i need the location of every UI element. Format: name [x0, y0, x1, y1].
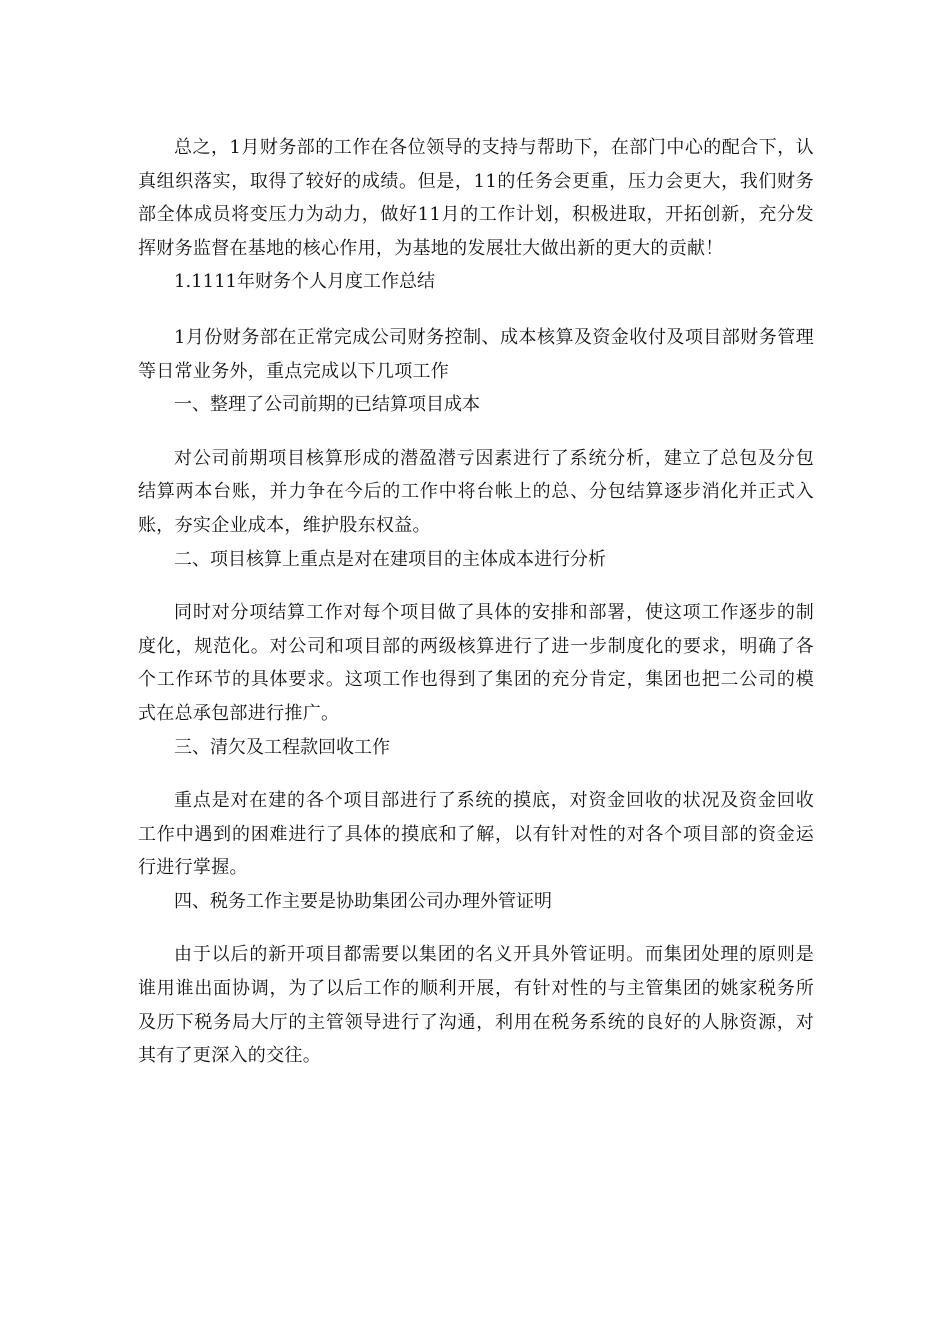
- heading-two: 二、项目核算上重点是对在建项目的主体成本进行分析: [174, 548, 606, 570]
- paragraph-intro: 1月份财务部在正常完成公司财务控制、成本核算及资金收付及项目部财务管理等日常业务外，重点完成以下几项工作: [138, 326, 814, 382]
- heading-four: 四、税务工作主要是协助集团公司办理外管证明: [174, 890, 552, 912]
- section-title: 1.1111年财务个人月度工作总结: [174, 271, 435, 293]
- paragraph-tax-work: 由于以后的新开项目都需要以集团的名义开具外管证明。而集团处理的原则是谁用谁出面协调，为了以后工作的顺利开展，有针对性的与主管集团的姚家税务所及历下税务局大厅的主管领导进行了沟通，利用在税务系统的良好的人脉资源，对其有了更深入的交往。: [138, 944, 814, 1067]
- paragraph-summary: 总之，1月财务部的工作在各位领导的支持与帮助下，在部门中心的配合下，认真组织落实，取得了较好的成绩。但是，11的任务会更重，压力会更大，我们财务部全体成员将变压力为动力，做好11月的工作计划，积极进取，开拓创新，充分发挥财务监督在基地的核心作用，为基地的发展壮大做出新的更大的贡献！: [138, 137, 814, 259]
- heading-three: 三、清欠及工程款回收工作: [174, 736, 390, 758]
- paragraph-collections: 重点是对在建的各个项目部进行了系统的摸底，对资金回收的状况及资金回收工作中遇到的困难进行了具体的摸底和了解，以有针对性的对各个项目部的资金运行进行掌握。: [138, 790, 814, 879]
- paragraph-project-accounting: 同时对分项结算工作对每个项目做了具体的安排和部署，使这项工作逐步的制度化，规范化。对公司和项目部的两级核算进行了进一步制度化的要求，明确了各个工作环节的具体要求。这项工作也得到了集团的充分肯定，集团也把二公司的模式在总承包部进行推广。: [138, 602, 814, 724]
- document-body: [138, 131, 814, 1073]
- heading-one: 一、整理了公司前期的已结算项目成本: [174, 394, 480, 416]
- paragraph-cost-analysis: 对公司前期项目核算形成的潜盈潜亏因素进行了系统分析，建立了总包及分包结算两本台账，并力争在今后的工作中将台帐上的总、分包结算逐步消化并正式入账，夯实企业成本，维护股东权益。: [138, 447, 814, 536]
